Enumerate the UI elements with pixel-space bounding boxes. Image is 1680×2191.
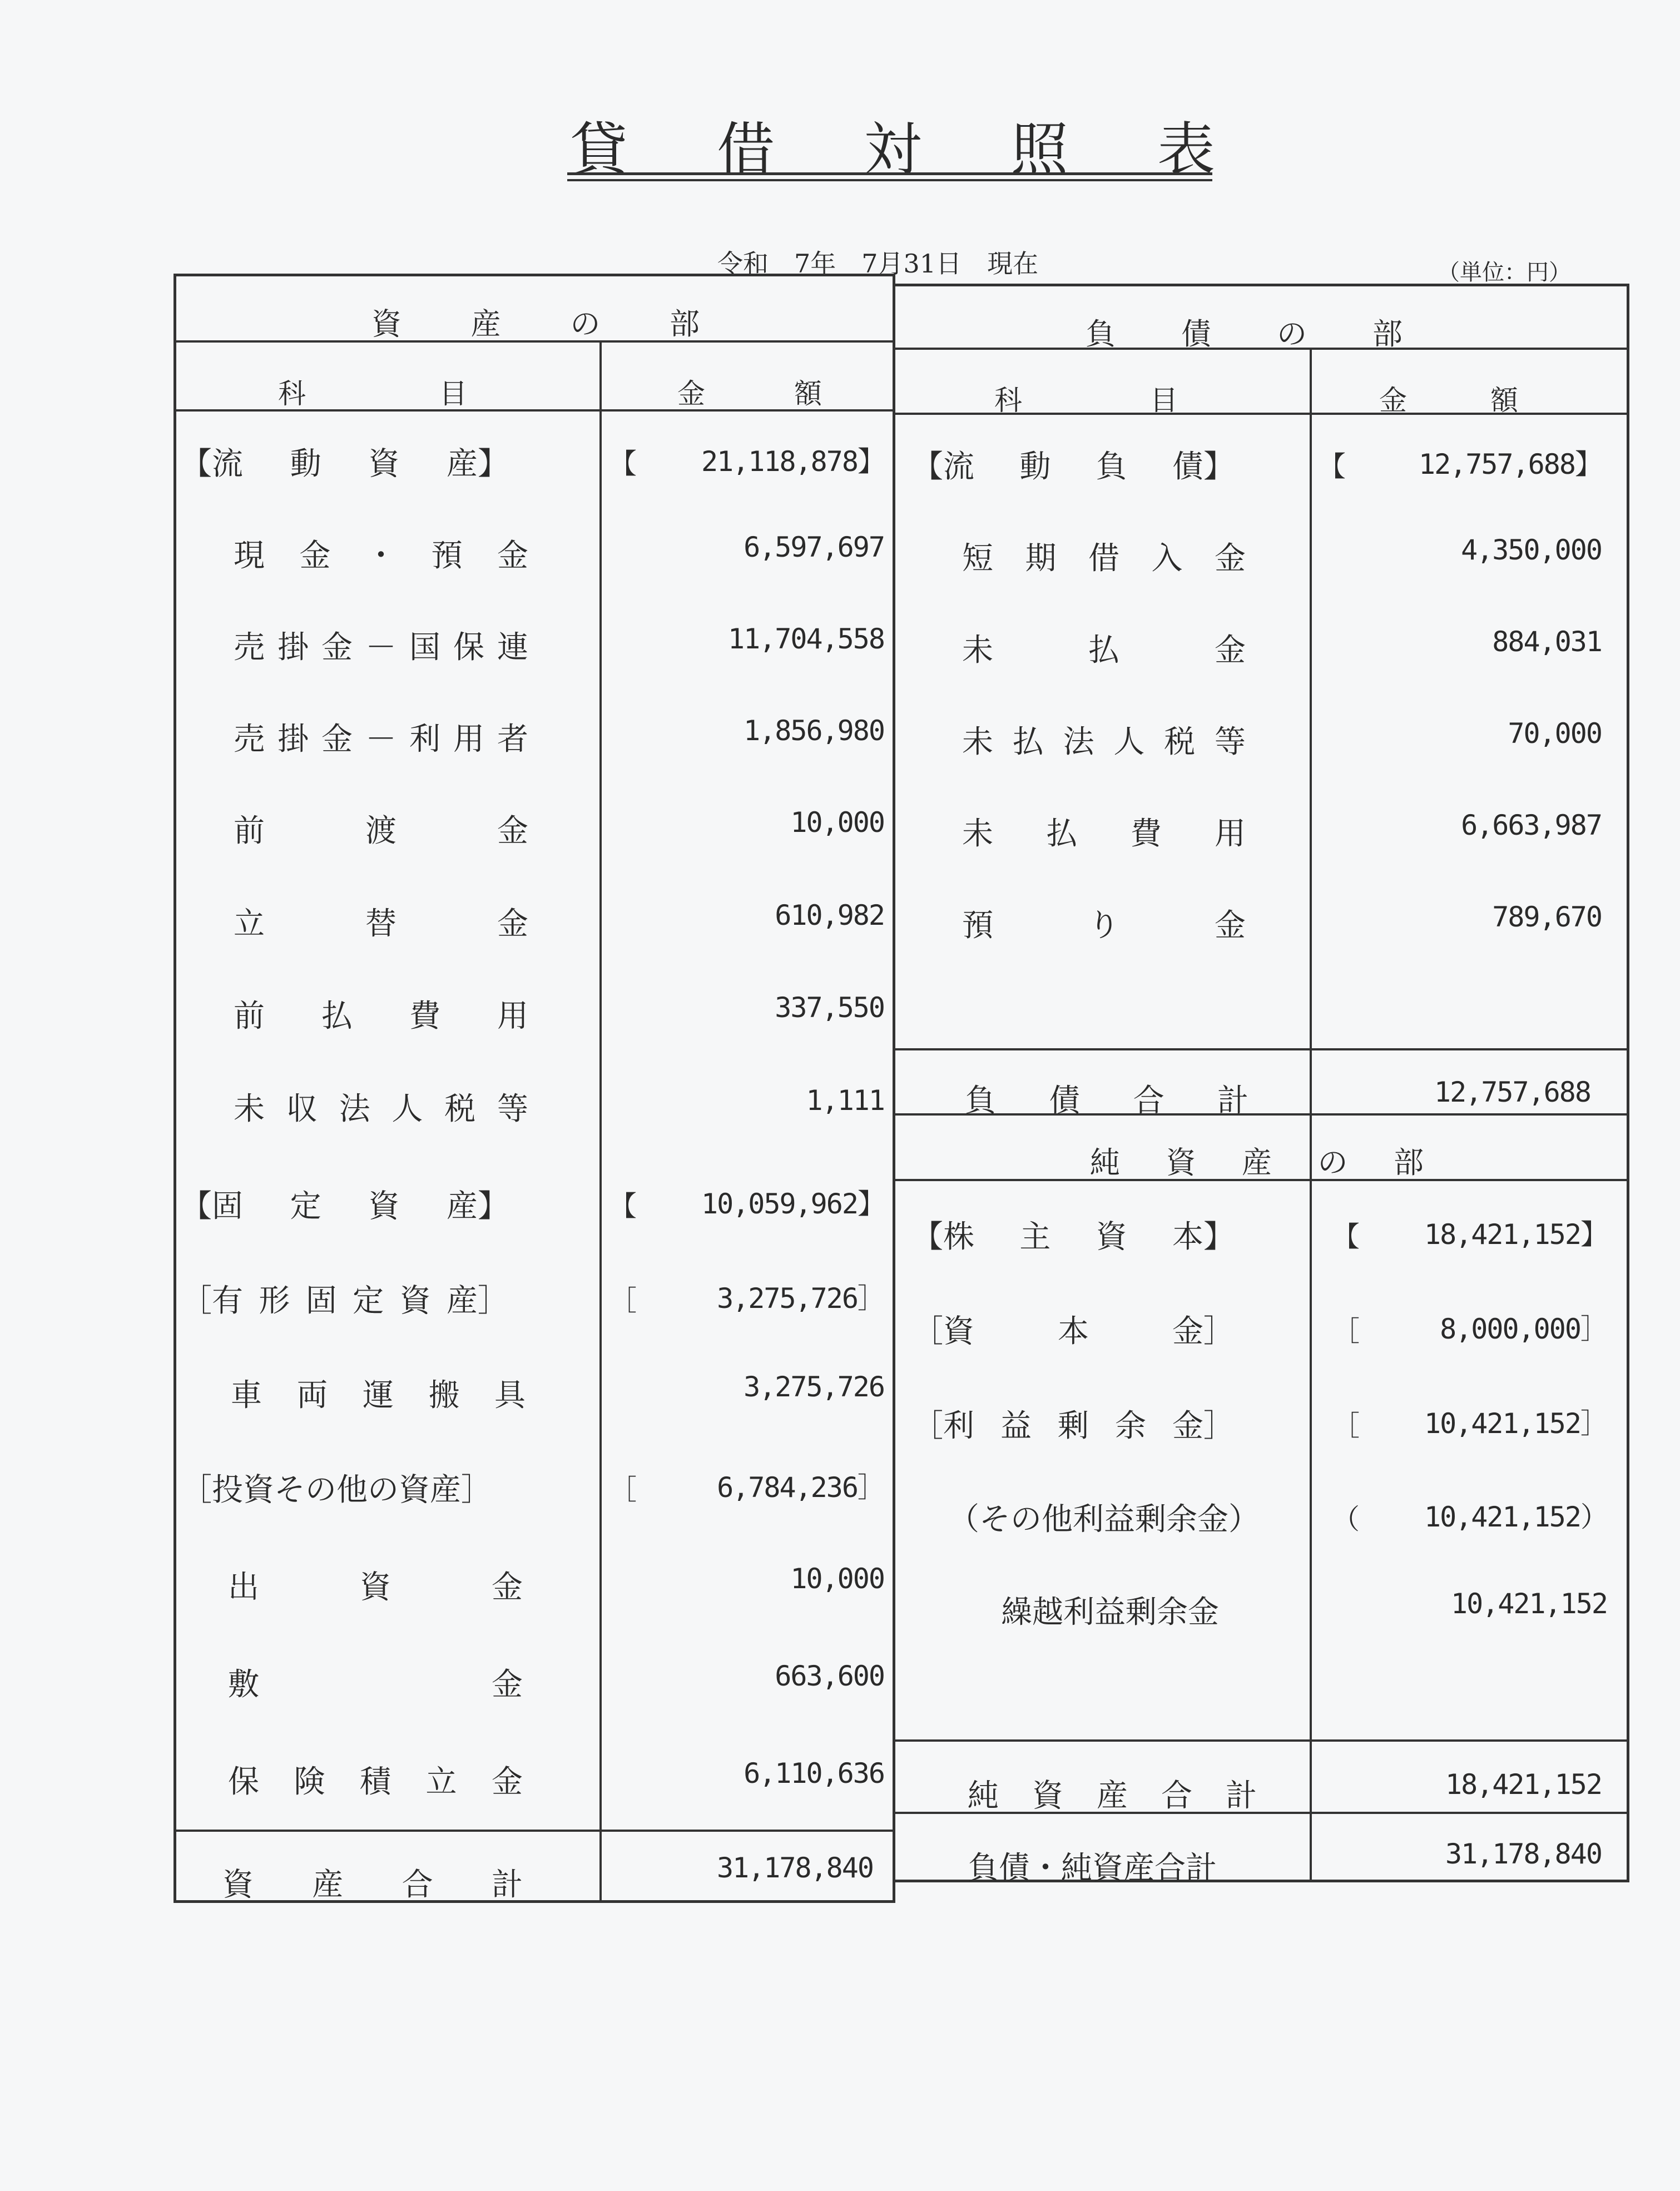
asset-row-label xyxy=(234,715,528,759)
asset-row-label xyxy=(228,1660,523,1704)
liability-row-label-char: 払 xyxy=(1046,816,1078,852)
liability-row-label-char: 借 xyxy=(1088,541,1119,577)
asset-row-label-char: ・ xyxy=(365,538,397,574)
report-date: 令和 7年 7月31日 現在 xyxy=(717,249,1039,279)
asset-row-label-char: 等 xyxy=(497,1091,528,1127)
asset-row-label xyxy=(234,992,528,1036)
liabilities-col-item-char: 目 xyxy=(1150,384,1178,417)
assets-section-header-char: の xyxy=(570,306,601,341)
asset-row-label-char: 金 xyxy=(492,1667,523,1703)
net-assets-total-label-char: 合 xyxy=(1161,1778,1192,1814)
liabilities-section-header-char: 部 xyxy=(1372,316,1403,351)
asset-row-label-char: 資 xyxy=(399,1283,431,1319)
asset-row-label-char: 預 xyxy=(431,538,463,574)
asset-row-label-char: 税 xyxy=(444,1091,476,1127)
asset-row-label-char: 定 xyxy=(290,1188,321,1225)
asset-row-label-char: 産】 xyxy=(446,1188,509,1225)
asset-row-label xyxy=(234,623,528,667)
assets-col-divider xyxy=(599,340,602,1903)
net-asset-row-label-char: 【株 xyxy=(912,1219,974,1255)
asset-row-label-char: 現 xyxy=(234,538,265,574)
liability-row-label-char: 未 xyxy=(962,632,993,668)
assets-total-amount: 31,178,840 xyxy=(716,1852,873,1884)
net-asset-row-bracket: ［ xyxy=(1332,1315,1360,1347)
net-asset-row-label xyxy=(948,1495,1276,1539)
asset-row-label-char: 売 xyxy=(234,721,265,757)
net-asset-row-label-char: 余 xyxy=(1115,1408,1146,1444)
asset-row-label-char: 両 xyxy=(296,1377,328,1414)
net-asset-row-label-char: ［資 xyxy=(912,1313,974,1350)
assets-total-label xyxy=(222,1860,523,1905)
document-title-char: 表 xyxy=(1157,116,1215,184)
asset-row-label-char: 資 xyxy=(368,446,400,482)
assets-total-label-char: 産 xyxy=(312,1867,344,1903)
asset-row-amount: 21,118,878】 xyxy=(701,445,884,478)
asset-row-amount: 10,000 xyxy=(790,1563,884,1595)
liabilities-total-rule-top xyxy=(895,1048,1629,1050)
net-asset-row-label-char: 主 xyxy=(1019,1219,1051,1255)
asset-row-label-char: 替 xyxy=(365,906,397,942)
asset-row-label-char: 払 xyxy=(321,998,353,1034)
asset-row-amount: 1,856,980 xyxy=(744,715,884,747)
asset-row-label-char: 前 xyxy=(234,998,265,1034)
document-title-char: 照 xyxy=(1010,116,1068,184)
asset-row-label xyxy=(181,439,509,484)
liability-row-label xyxy=(962,901,1246,945)
asset-row-bracket: ［ xyxy=(609,1285,637,1317)
liabilities-section-header-char: 負 xyxy=(1086,316,1116,351)
net-assets-section-header-char: 純 xyxy=(1090,1145,1120,1180)
net-assets-section-header-char: 産 xyxy=(1242,1145,1272,1180)
liability-row-label-char: 動 xyxy=(1019,449,1051,485)
asset-row-amount: 6,110,636 xyxy=(744,1757,884,1790)
asset-row-label-char: 掛 xyxy=(277,721,309,757)
asset-row-label xyxy=(231,1371,526,1415)
asset-row-label-char: 【固 xyxy=(181,1188,243,1225)
liability-row-label-char: 負 xyxy=(1096,449,1127,485)
net-assets-total-label-char: 資 xyxy=(1032,1778,1063,1814)
liability-row-label xyxy=(962,809,1246,854)
liability-row-label xyxy=(962,626,1246,670)
asset-row-label xyxy=(234,531,528,576)
liability-row-label-char: 【流 xyxy=(912,449,974,485)
asset-row-label-char: 者 xyxy=(497,721,528,757)
liability-row-label-char: 人 xyxy=(1113,724,1145,760)
liability-row-amount: 4,350,000 xyxy=(1461,534,1602,566)
asset-row-label-char: 未 xyxy=(234,1091,265,1127)
asset-row-label-char: 動 xyxy=(290,446,321,482)
asset-row-label-char: 敷 xyxy=(228,1667,259,1703)
liability-row-label-char: 金 xyxy=(1215,908,1246,944)
asset-row-label-char: 具 xyxy=(494,1377,526,1414)
liability-row-label-char: 等 xyxy=(1214,724,1246,760)
net-asset-row-amount: 18,421,152】 xyxy=(1424,1218,1607,1251)
liability-row-label-char: 払 xyxy=(1088,632,1119,668)
net-asset-row-amount: 10,421,152） xyxy=(1424,1501,1607,1533)
document-title-char: 借 xyxy=(716,116,775,184)
asset-row-label-char: 売 xyxy=(234,629,265,666)
asset-row-label xyxy=(181,1182,509,1226)
liability-row-label-char: 用 xyxy=(1214,816,1246,852)
asset-row-bracket: 【 xyxy=(609,1190,637,1222)
asset-row-label xyxy=(181,1276,509,1321)
asset-row-bracket: ［ xyxy=(609,1474,637,1506)
liabilities-col-amount xyxy=(1379,378,1518,418)
asset-row-label-char: 用 xyxy=(453,721,484,757)
title-underline-double xyxy=(567,179,1212,181)
asset-row-label-char: 険 xyxy=(294,1764,325,1800)
unit-note: （単位：円） xyxy=(1438,260,1571,285)
asset-row-label-char: 資 xyxy=(368,1188,400,1225)
liability-row-label-char: 短 xyxy=(962,541,993,577)
asset-row-label xyxy=(228,1563,523,1607)
asset-row-label-char: 産］ xyxy=(446,1283,509,1319)
asset-row-label-char: 人 xyxy=(391,1091,423,1127)
asset-row-label-char: 金 xyxy=(321,721,353,757)
net-assets-section-header-char: 資 xyxy=(1166,1145,1196,1180)
liabilities-col-item-char: 科 xyxy=(994,384,1022,417)
asset-row-label xyxy=(181,1465,509,1510)
liability-row-label-char: 金 xyxy=(1215,541,1246,577)
net-asset-row-label-char: 本】 xyxy=(1172,1219,1235,1255)
liabilities-total-amount: 12,757,688 xyxy=(1434,1076,1590,1108)
asset-row-label-char: 産】 xyxy=(446,446,509,482)
net-assets-total-rule xyxy=(895,1739,1629,1742)
asset-row-label-char: 【流 xyxy=(181,446,243,482)
liability-row-label xyxy=(912,442,1235,487)
net-asset-row-label-char: 資 xyxy=(1096,1219,1127,1255)
asset-row-label-char: 形 xyxy=(259,1283,290,1319)
asset-row-amount: 3,275,726］ xyxy=(717,1282,884,1315)
liability-row-label-char: 税 xyxy=(1164,724,1196,760)
net-asset-row-label xyxy=(1001,1588,1296,1632)
assets-total-label-char: 資 xyxy=(222,1867,254,1903)
liability-row-label-char: 金 xyxy=(1215,632,1246,668)
net-asset-row-label-char: 剰 xyxy=(1058,1408,1089,1444)
title-underline xyxy=(567,172,1212,175)
asset-row-label-char: 資 xyxy=(360,1569,391,1605)
asset-row-amount: 337,550 xyxy=(775,992,884,1024)
net-assets-section-header-char: の xyxy=(1317,1145,1348,1180)
net-asset-row-label-char: 金］ xyxy=(1172,1408,1235,1444)
liabilities-col-amount-char: 金 xyxy=(1379,384,1407,417)
asset-row-label-char: 法 xyxy=(339,1091,370,1127)
liabilities-section-header-char: の xyxy=(1277,316,1307,351)
liability-row-label xyxy=(962,717,1246,762)
net-assets-section-header xyxy=(1090,1139,1424,1182)
liability-row-amount: 6,663,987 xyxy=(1461,809,1602,841)
asset-row-label-char: 金 xyxy=(492,1764,523,1800)
net-asset-row-amount: 8,000,000］ xyxy=(1440,1313,1607,1345)
liability-row-label-char: 法 xyxy=(1063,724,1094,760)
document-title xyxy=(570,106,1215,184)
asset-row-label-char: 金 xyxy=(497,538,528,574)
assets-total-label-char: 合 xyxy=(402,1867,433,1903)
assets-col-amount-char: 額 xyxy=(794,378,822,410)
asset-row-label-char: 金 xyxy=(497,906,528,942)
liability-row-label-char: 未 xyxy=(962,816,993,852)
asset-row-amount: 10,059,962】 xyxy=(701,1188,884,1220)
net-asset-row-bracket: ［ xyxy=(1332,1410,1360,1442)
asset-row-label-char: 保 xyxy=(228,1764,259,1800)
asset-row-label-char: 掛 xyxy=(277,629,309,666)
net-asset-row-label xyxy=(912,1212,1235,1257)
asset-row-label-char: 収 xyxy=(286,1091,318,1127)
asset-row-label-char: 渡 xyxy=(365,813,397,849)
liability-row-label-char: 払 xyxy=(1012,724,1044,760)
liability-row-amount: 12,757,688】 xyxy=(1418,448,1602,480)
assets-section-header-char: 資 xyxy=(371,306,402,341)
asset-row-label-char: 搬 xyxy=(428,1377,460,1414)
asset-row-label-char: ［有 xyxy=(181,1283,243,1319)
net-asset-row-label xyxy=(912,1307,1235,1351)
liabilities-total-label-char: 負 xyxy=(965,1083,996,1119)
liability-row-label-char: 債】 xyxy=(1172,449,1235,485)
liabilities-total-label-char: 合 xyxy=(1133,1083,1164,1119)
net-asset-row-bracket: 【 xyxy=(1332,1221,1360,1253)
asset-row-label-char: 金 xyxy=(321,629,353,666)
liabilities-total-label-char: 債 xyxy=(1049,1083,1081,1119)
asset-row-amount: 3,275,726 xyxy=(744,1371,884,1403)
asset-row-label-char: 定 xyxy=(353,1283,384,1319)
asset-row-amount: 1,111 xyxy=(806,1084,884,1117)
liability-row-amount: 70,000 xyxy=(1508,717,1602,750)
net-assets-total-label-char: 純 xyxy=(968,1778,999,1814)
net-asset-row-label xyxy=(912,1401,1235,1446)
liability-row-label-char: 未 xyxy=(962,724,993,760)
grand-total-amount: 31,178,840 xyxy=(1445,1838,1602,1870)
asset-row-label-char: 前 xyxy=(234,813,265,849)
net-asset-row-label-char: （その他利益剰余金） xyxy=(948,1501,1260,1538)
grand-total-label: 負債・純資産合計 xyxy=(968,1850,1217,1886)
asset-row-label-char: 金 xyxy=(299,538,331,574)
liabilities-total-label xyxy=(965,1076,1248,1121)
liabilities-total-label-char: 計 xyxy=(1217,1083,1248,1119)
asset-row-label-char: 利 xyxy=(409,721,440,757)
asset-row-label-char: 費 xyxy=(409,998,440,1034)
liability-row-bracket: 【 xyxy=(1318,450,1346,483)
net-asset-row-label-char: ［利 xyxy=(912,1408,974,1444)
assets-col-item-char: 科 xyxy=(278,378,306,410)
asset-row-label-char: 保 xyxy=(453,629,484,666)
liability-row-amount: 789,670 xyxy=(1492,901,1602,933)
liability-row-amount: 884,031 xyxy=(1492,626,1602,658)
asset-row-amount: 610,982 xyxy=(775,899,884,931)
assets-col-item xyxy=(278,371,467,412)
asset-row-label xyxy=(228,1757,523,1802)
asset-row-label-char: 立 xyxy=(425,1764,457,1800)
assets-col-amount-char: 金 xyxy=(677,378,705,410)
asset-row-label xyxy=(234,1084,528,1129)
asset-row-amount: 10,000 xyxy=(790,806,884,839)
liabilities-section-header-char: 債 xyxy=(1181,316,1211,351)
liability-row-label-char: 期 xyxy=(1025,541,1057,577)
assets-col-item-char: 目 xyxy=(439,378,467,410)
liability-row-label-char: 入 xyxy=(1151,541,1183,577)
asset-row-amount: 6,597,697 xyxy=(744,531,884,563)
liabilities-col-amount-char: 額 xyxy=(1490,384,1518,417)
assets-col-amount xyxy=(677,371,822,412)
asset-row-amount: 11,704,558 xyxy=(727,623,884,655)
net-asset-row-bracket: （ xyxy=(1332,1503,1360,1535)
document-title-char: 対 xyxy=(863,116,921,184)
liabilities-section-header xyxy=(1086,310,1403,353)
liabilities-col-item xyxy=(994,378,1178,418)
asset-row-label-char: 積 xyxy=(360,1764,391,1800)
assets-section-header-char: 部 xyxy=(669,306,700,341)
net-asset-row-amount: 10,421,152］ xyxy=(1424,1407,1607,1440)
asset-row-label-char: 連 xyxy=(497,629,528,666)
net-assets-total-label-char: 産 xyxy=(1097,1778,1128,1814)
asset-row-bracket: 【 xyxy=(609,448,637,480)
asset-row-label-char: 出 xyxy=(228,1569,259,1605)
document-title-char: 貸 xyxy=(570,116,628,184)
assets-total-rule xyxy=(174,1830,895,1832)
net-asset-row-label-char: 繰越利益剰余金 xyxy=(1001,1594,1219,1630)
net-assets-section-header-char: 部 xyxy=(1394,1145,1424,1180)
asset-row-label xyxy=(234,899,528,944)
net-assets-total-label-char: 計 xyxy=(1226,1778,1257,1814)
asset-row-label-char: 金 xyxy=(492,1569,523,1605)
liability-row-label-char: り xyxy=(1088,908,1119,944)
liability-row-label-char: 預 xyxy=(962,908,993,944)
asset-row-label-char: 固 xyxy=(305,1283,337,1319)
assets-total-label-char: 計 xyxy=(491,1867,523,1903)
asset-row-amount: 6,784,236］ xyxy=(717,1471,884,1504)
asset-row-label-char: － xyxy=(365,629,397,666)
asset-row-label-char: － xyxy=(365,721,397,757)
net-asset-row-label-char: 益 xyxy=(1000,1408,1032,1444)
net-assets-total-amount: 18,421,152 xyxy=(1445,1768,1602,1801)
asset-row-label-char: 車 xyxy=(231,1377,262,1414)
net-assets-total-label xyxy=(968,1771,1257,1816)
assets-section-header xyxy=(371,300,700,343)
asset-row-label-char: 用 xyxy=(497,998,528,1034)
asset-row-label-char: 国 xyxy=(409,629,440,666)
asset-row-label-char: 金 xyxy=(497,813,528,849)
net-asset-row-label-char: 本 xyxy=(1058,1313,1089,1350)
liability-row-label-char: 費 xyxy=(1130,816,1162,852)
asset-row-label xyxy=(234,806,528,851)
asset-row-label-char: 運 xyxy=(363,1377,394,1414)
asset-row-label-char: 立 xyxy=(234,906,265,942)
net-asset-row-amount: 10,421,152 xyxy=(1450,1588,1607,1620)
net-asset-row-label-char: 金］ xyxy=(1172,1313,1235,1350)
asset-row-amount: 663,600 xyxy=(775,1660,884,1692)
asset-row-label-char: ［投資その他の資産］ xyxy=(181,1472,492,1508)
assets-section-header-char: 産 xyxy=(470,306,501,341)
liability-row-label xyxy=(962,534,1246,578)
